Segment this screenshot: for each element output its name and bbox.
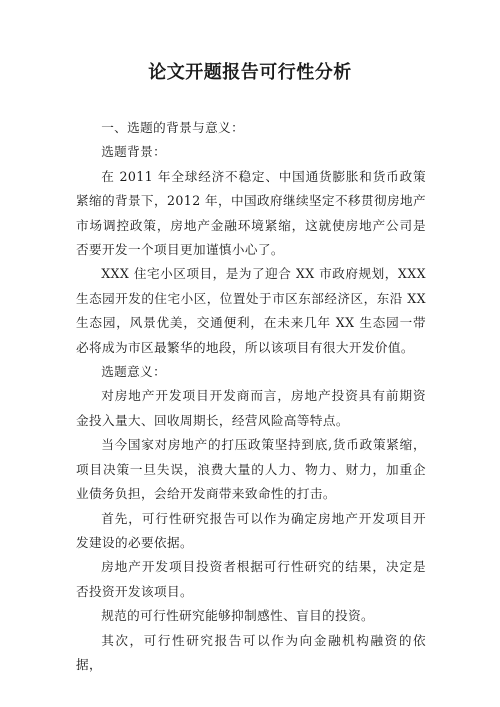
paragraph-second-reason: 其次，可行性研究报告可以作为向金融机构融资的依据， [76,632,426,672]
paragraph-project-description: XXX 住宅小区项目，是为了迎合 XX 市政府规划，XXX 生态园开发的住宅小区，位置处于市区东部经济区，东沿 XX 生态园，风景优美，交通便利，在未来几年 XX 生态园一带必将成为市区最繁华的地段，所以该项目有很大开发价值。 [76,266,426,355]
subheading-background: 选题背景： [101,144,167,160]
document-title: 论文开题报告可行性分析 [148,62,352,83]
paragraph-investment-features: 对房地产开发项目开发商而言，房地产投资具有前期资金投入量大、回收周期长，经营风险高等特点。 [76,388,426,428]
paragraph-rational-investment: 规范的可行性研究能够抑制感性、盲目的投资。 [101,608,375,624]
paragraph-economic-context: 在 2011 年全球经济不稳定、中国通货膨胀和货币政策紧缩的背景下，2012 年，中国政府继续坚定不移贯彻房地产市场调控政策，房地产金融环境紧缩，这就使房地产公司是否要开发一个项目更加谨慎小心了。 [76,168,426,258]
document-body [76,116,426,677]
paragraph-first-reason: 首先，可行性研究报告可以作为确定房地产开发项目开发建设的必要依据。 [76,510,426,550]
paragraph-policy-risk: 当今国家对房地产的打压政策坚持到底,货币政策紧缩，项目决策一旦失误，浪费大量的人力、物力、财力，加重企业债务负担，会给开发商带来致命性的打击。 [76,437,426,502]
paragraph-investor-decision: 房地产开发项目投资者根据可行性研究的结果，决定是否投资开发该项目。 [76,559,426,599]
subheading-significance: 选题意义： [101,364,167,380]
section-heading-background-significance: 一、选题的背景与意义： [101,120,245,135]
